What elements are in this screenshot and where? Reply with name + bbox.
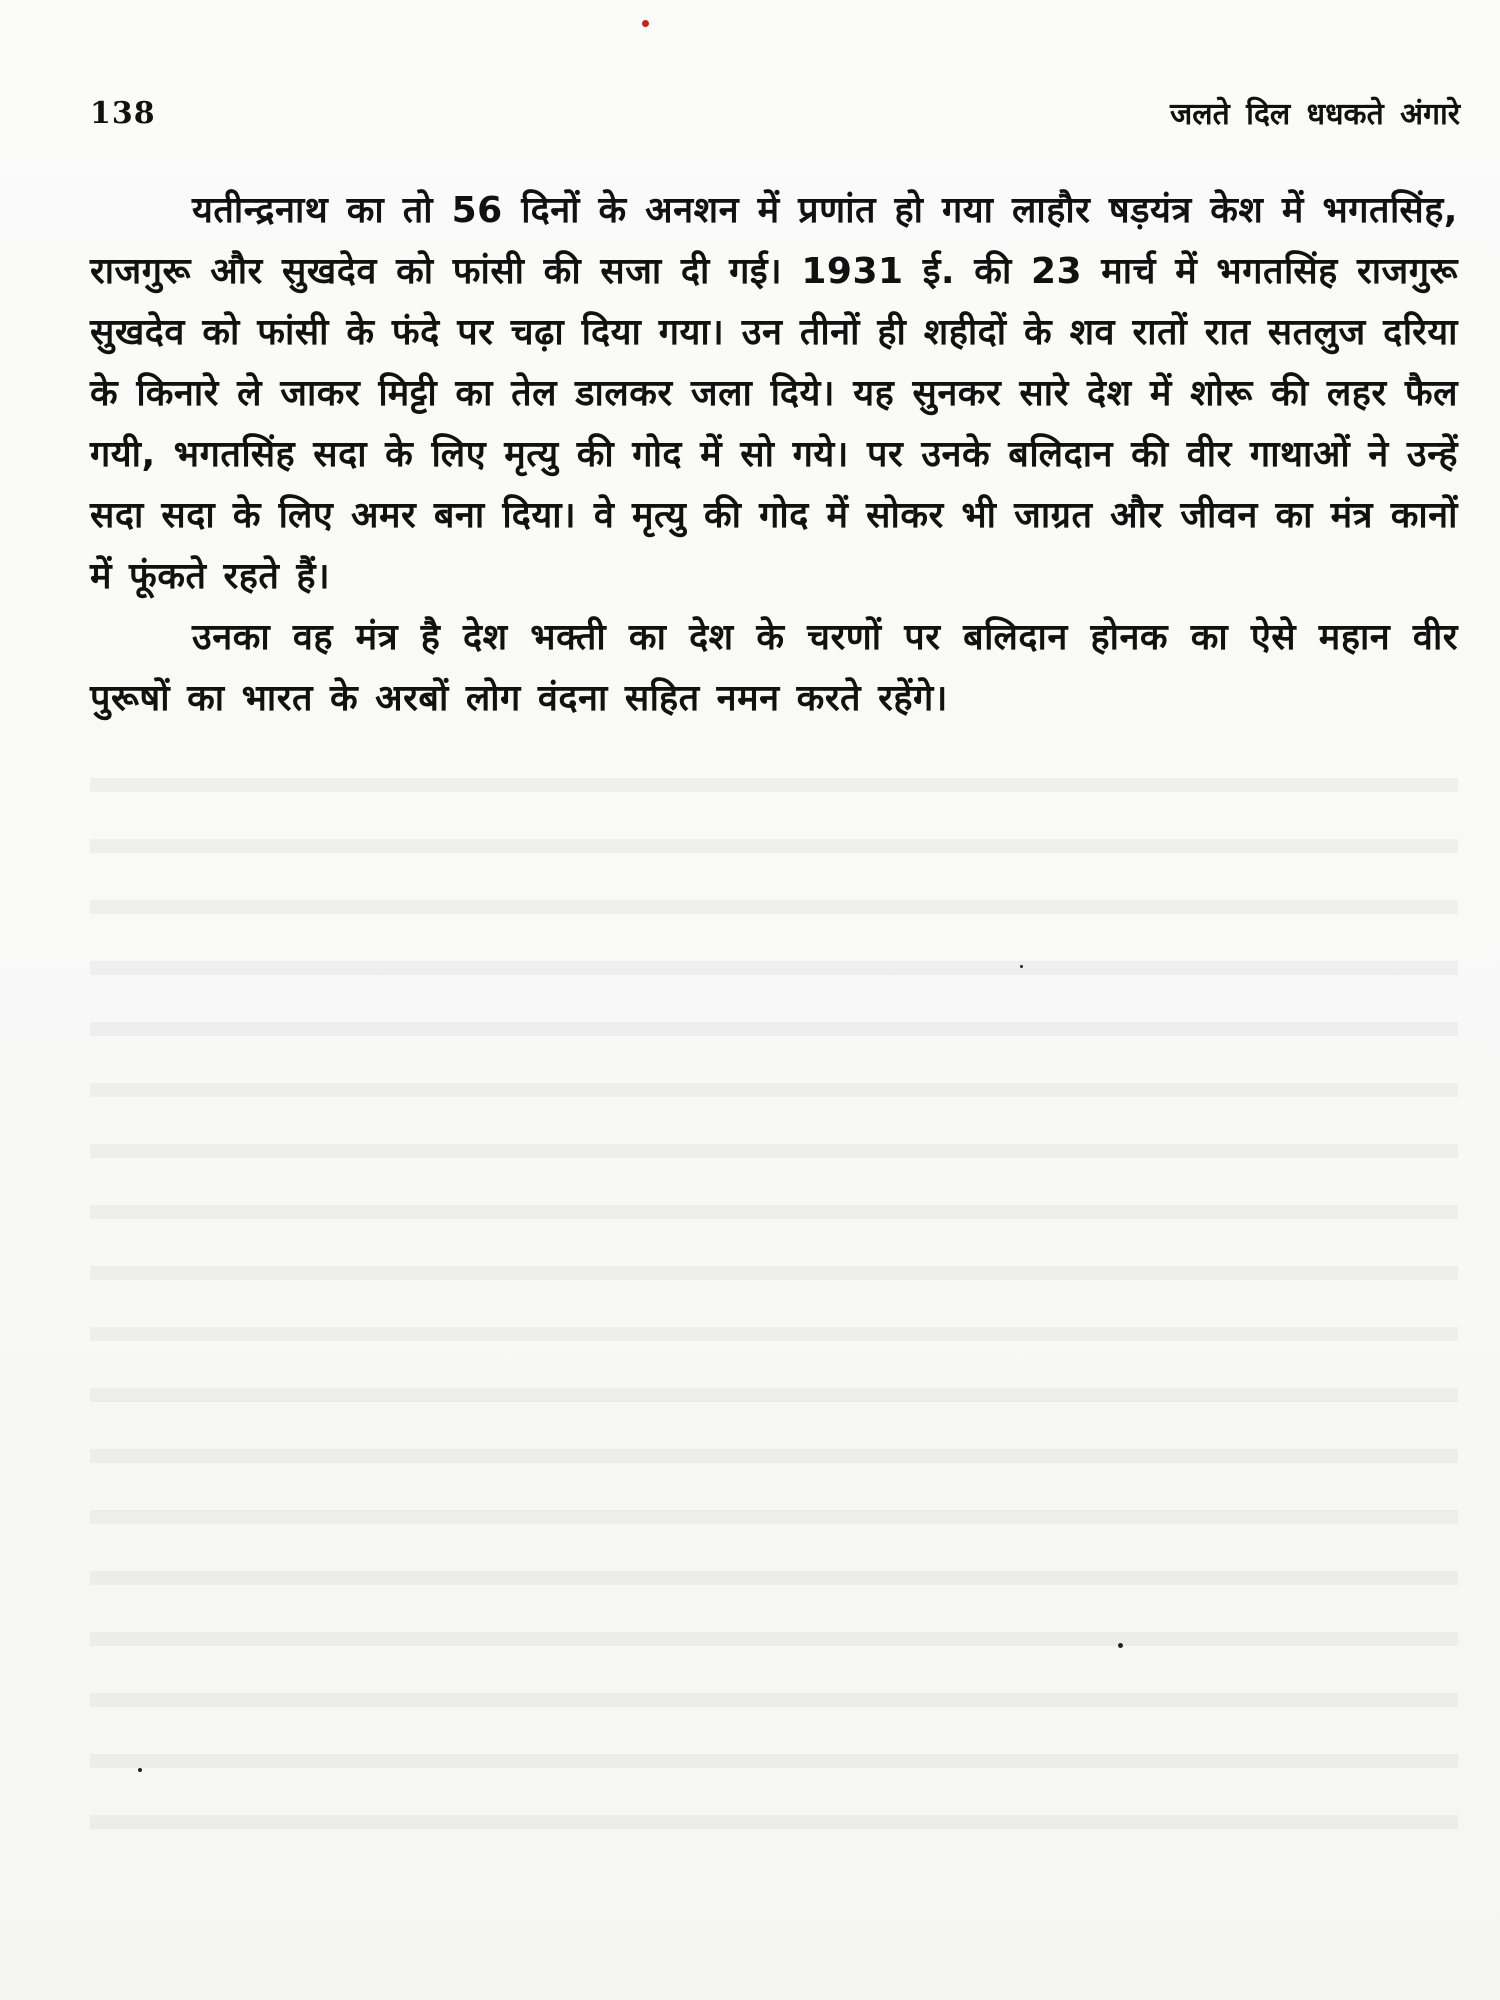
page-header — [90, 96, 1460, 136]
running-title: जलते दिल धधकते अंगारे — [1170, 97, 1460, 132]
page-number: 138 — [90, 96, 156, 131]
ink-dot — [1118, 1643, 1123, 1648]
ink-dot — [1020, 965, 1023, 968]
body-text — [90, 180, 1458, 729]
red-ink-speck — [642, 20, 649, 27]
paragraph-1: यतीन्द्रनाथ का तो 56 दिनों के अनशन में प्रणांत हो गया लाहौर षड़यंत्र केश में भगतसिंह, राजगुरू और सुखदेव को फांसी की सजा दी गई। 1931 ई. की 23 मार्च में भगतसिंह राजगुरू सुखदेव को फांसी के फंदे पर चढ़ा दिया गया। उन तीनों ही शहीदों के शव रातों रात सतलुज दरिया के किनारे ले जाकर मिट्टी का तेल डालकर जला दिये। यह सुनकर सारे देश में शोरू की लहर फैल गयी, भगतसिंह सदा के लिए मृत्यु की गोद में सो गये। पर उनके बलिदान की वीर गाथाओं ने उन्हें सदा सदा के लिए अमर बना दिया। वे मृत्यु की गोद में सोकर भी जाग्रत और जीवन का मंत्र कानों में फूंकते रहते हैं। — [90, 190, 1458, 597]
paragraph-2: उनका वह मंत्र है देश भक्ती का देश के चरणों पर बलिदान होनक का ऐसे महान वीर पुरूषों का भारत के अरबों लोग वंदना सहित नमन करते रहेंगे। — [90, 617, 1458, 719]
bleed-through-texture — [90, 740, 1458, 1840]
ink-dot — [138, 1768, 142, 1772]
